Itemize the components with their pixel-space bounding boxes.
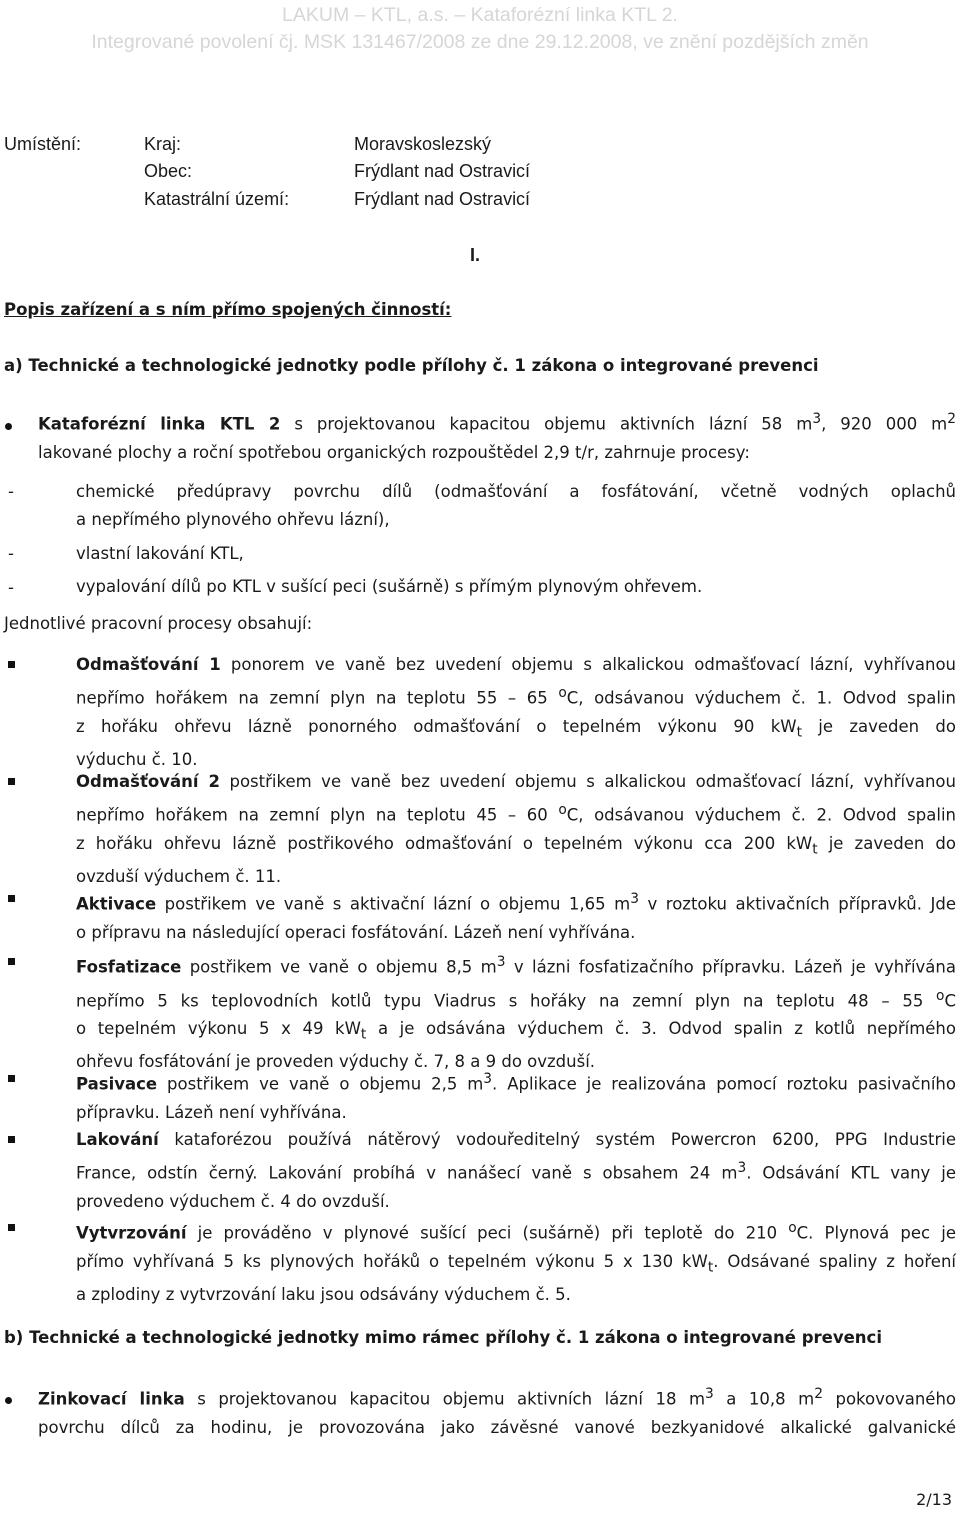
heading-b: b) Technické a technologické jednotky mimo rámec přílohy č. 1 zákona o integrované prevenci bbox=[4, 1328, 882, 1347]
bullet-icon bbox=[5, 1397, 12, 1404]
location-key-municipality: Obec: bbox=[144, 161, 193, 181]
document-header bbox=[0, 0, 960, 64]
zinc-line-description: Zinkovací linka s projektovanou kapacitou objemu aktivních lázní 18 $m^3$ a 10,8 $m^2$ pokovovaného povrchu dílců za hodinu, je provozována jako závěsné vanové bezkyanidové alkalické galvanické bbox=[38, 1386, 956, 1437]
process-degreasing-1: Odmašťování 1 ponorem ve vaně bez uvedení objemu s alkalickou odmašťovací lázní, vyhřívanou nepřímo hořákem na zemní plyn na teplotu 55 – 65 $^o$C, odsávanou výduchem č. 1. Odvod spalin z hořáku ohřevu lázně ponorného odmašťování o tepelném výkonu 90 $kW_t$ je zaveden do výduchu č. 10. bbox=[76, 655, 956, 769]
chapter-number: I. bbox=[470, 245, 481, 265]
location-label: Umístění: bbox=[4, 134, 82, 154]
section-title: Popis zařízení a s ním přímo spojených činností: bbox=[4, 300, 452, 319]
location-value-municipality: Frýdlant nad Ostravicí bbox=[354, 161, 531, 181]
page-number: 2/13 bbox=[916, 1490, 952, 1509]
process-coating: Lakování kataforézou používá nátěrový vodouředitelný systém Powercron 6200, PPG Industrie France, odstín černý. Lakování probíhá v nanášecí vaně s obsahem 24 $m^3$. Odsávání KTL vany je provedeno výduchem č. 4 do ovzduší. bbox=[76, 1130, 956, 1211]
header-company: LAKUM – KTL, a.s. – Kataforézní linka KTL 2. bbox=[282, 4, 678, 26]
square-bullet-icon bbox=[8, 1224, 15, 1231]
dash-item: vypalování dílů po KTL v sušící peci (sušárně) s přímým plynovým ohřevem. bbox=[76, 577, 703, 596]
process-degreasing-2: Odmašťování 2 postřikem ve vaně bez uvedení objemu s alkalickou odmašťovací lázní, vyhřívanou nepřímo hořákem na zemní plyn na teplotu 45 – 60 $^o$C, odsávanou výduchem č. 2. Odvod spalin z hořáku ohřevu lázně postřikového odmašťování o tepelném výkonu cca 200 $kW_t$ je zaveden do ovzduší výduchem č. 11. bbox=[76, 772, 957, 886]
dash-item: chemické předúpravy povrchu dílů (odmašťování a fosfátování, včetně vodných oplachů a nepřímého plynového ohřevu lázní), bbox=[76, 482, 956, 529]
process-curing: Vytvrzování je prováděno v plynové sušící peci (sušárně) při teplotě do 210 $^o$C. Plynová pec je přímo vyhřívaná 5 ks plynových hořáků o tepelném výkonu 5 x 130 $kW_t$. Odsávané spaliny z hoření a zplodiny z vytvrzování laku jsou odsávány výduchem č. 5. bbox=[76, 1220, 956, 1304]
processes-intro: Jednotlivé pracovní procesy obsahují: bbox=[4, 614, 313, 633]
square-bullet-icon bbox=[8, 895, 15, 902]
process-phosphating: Fosfatizace postřikem ve vaně o objemu 8,5 $m^3$ v lázni fosfatizačního přípravku. Lázeň je vyhřívána nepřímo 5 ks teplovodních kotlů typu Viadrus s hořáky na zemní plyn na teplotu 48 – 55 $^o$C o tepelném výkonu 5 x 49 $kW_t$ a je odsávána výduchem č. 3. Odvod spalin z kotlů nepřímého ohřevu fosfátování je proveden výduchy č. 7, 8 a 9 do ovzduší. bbox=[76, 954, 956, 1072]
square-bullet-icon bbox=[8, 661, 15, 668]
bullet-icon bbox=[5, 423, 12, 430]
location-value-cadastral: Frýdlant nad Ostravicí bbox=[354, 189, 531, 209]
square-bullet-icon bbox=[8, 778, 15, 785]
header-permit: Integrované povolení čj. MSK 131467/2008 ze dne 29.12.2008, ve znění pozdějších změn bbox=[91, 31, 869, 53]
location-key-region: Kraj: bbox=[144, 134, 182, 154]
square-bullet-icon bbox=[8, 1136, 15, 1143]
process-passivation: Pasivace postřikem ve vaně o objemu 2,5 $m^3$. Aplikace je realizována pomocí roztoku pasivačního přípravku. Lázeň není vyhřívána. bbox=[76, 1071, 956, 1122]
square-bullet-icon bbox=[8, 958, 15, 965]
location-key-cadastral: Katastrální území: bbox=[144, 189, 290, 209]
location-value-region: Moravskoslezský bbox=[354, 134, 492, 154]
heading-a: a) Technické a technologické jednotky podle přílohy č. 1 zákona o integrované prevenci bbox=[4, 356, 819, 375]
process-activation: Aktivace postřikem ve vaně s aktivační lázní o objemu 1,65 $m^3$ v roztoku aktivačních přípravků. Jde o přípravu na následující operaci fosfátování. Lázeň není vyhřívána. bbox=[76, 891, 956, 942]
ktl-name: Kataforézní linka KTL 2 bbox=[38, 414, 281, 434]
dash-icon: - bbox=[8, 544, 14, 563]
dash-item: vlastní lakování KTL, bbox=[76, 544, 244, 563]
ktl-description: Kataforézní linka KTL 2 s projektovanou kapacitou objemu aktivních lázní 58 $m^3$, 920 000 $m^2$ lakované plochy a roční spotřebou organických rozpouštědel 2,9 t/r, zahrnuje procesy: bbox=[38, 411, 956, 462]
dash-icon: - bbox=[8, 482, 14, 501]
dash-icon: - bbox=[8, 578, 14, 597]
square-bullet-icon bbox=[8, 1075, 15, 1082]
